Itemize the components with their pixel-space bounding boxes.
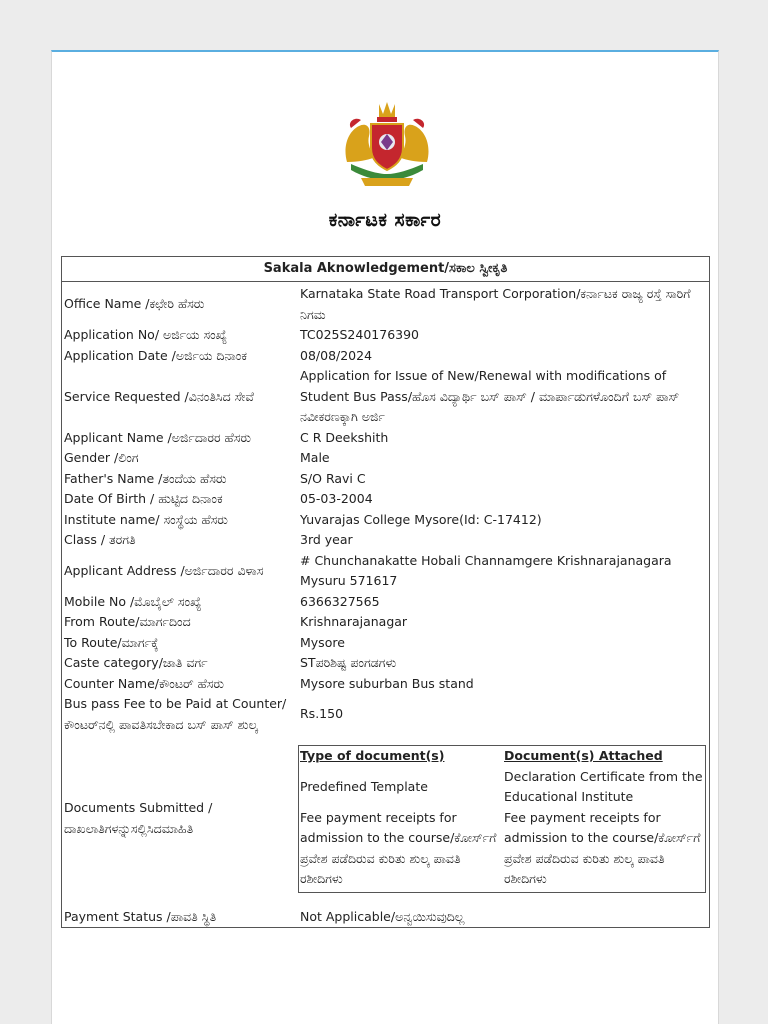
documents-header-attached: Document(s) Attached bbox=[504, 748, 663, 763]
field-value: Male bbox=[300, 450, 330, 465]
document-type-text: Predefined Template bbox=[300, 778, 428, 794]
field-value: STಪರಿಶಿಷ್ಟ ಪಂಗಡಗಳು bbox=[300, 655, 397, 670]
field-value: Application for Issue of New/Renewal with modifications of Student Bus Pass/ಹೊಸ ವಿದ್ಯಾರ್ಥಿ ಬಸ್ ಪಾಸ್ / ಮಾರ್ಪಾಡುಗಳೊಂದಿಗೆ ಬಸ್ ಪಾಸ್ ನವೀಕರಣಕ್ಕಾಗಿ ಅರ್ಜಿ bbox=[300, 368, 680, 424]
field-row-institute-name bbox=[62, 510, 709, 531]
field-value: 08/08/2024 bbox=[300, 347, 373, 363]
field-row-payment-status bbox=[62, 893, 709, 928]
documents-table bbox=[298, 745, 706, 893]
field-label: Father's Name /ತಂದೆಯ ಹೆಸರು bbox=[64, 470, 227, 486]
field-row-applicant-name bbox=[62, 428, 709, 449]
field-row-from-route bbox=[62, 612, 709, 633]
field-value: 6366327565 bbox=[300, 593, 380, 609]
field-value: TC025S240176390 bbox=[300, 327, 420, 342]
acknowledgement-title: Sakala Aknowledgement/ಸಕಾಲ ಸ್ವೀಕೃತಿ bbox=[62, 257, 709, 282]
field-value: Not Applicable/ಅನ್ವಯಿಸುವುದಿಲ್ಲ bbox=[300, 908, 465, 924]
field-value: Rs.150 bbox=[300, 706, 344, 722]
field-label: Bus pass Fee to be Paid at Counter/ ಕೌಂಟರ್‌ನಲ್ಲಿ ಪಾವತಿಸಬೇಕಾದ ಬಸ್ ಪಾಸ್ ಶುಲ್ಕ bbox=[64, 696, 287, 732]
karnataka-emblem-icon bbox=[337, 100, 437, 188]
field-label: From Route/ಮಾರ್ಗದಿಂದ bbox=[64, 614, 191, 629]
field-row-class bbox=[62, 530, 709, 551]
government-title: ಕರ್ನಾಟಕ ಸರ್ಕಾರ bbox=[328, 209, 442, 231]
document-attached-cell: Fee payment receipts for admission to the course/ಕೋರ್ಸ್‌ಗೆ ಪ್ರವೇಶ ಪಡೆದಿರುವ ಕುರಿತು ಶುಲ್ಕ ಪಾವತಿ ರಶೀದಿಗಳು bbox=[504, 809, 701, 886]
field-label: To Route/ಮಾರ್ಗಕ್ಕೆ bbox=[64, 634, 159, 650]
field-row-service-requested bbox=[62, 366, 709, 428]
field-value: Mysore bbox=[300, 634, 345, 650]
acknowledgement-table bbox=[61, 256, 710, 928]
field-label: Institute name/ ಸಂಸ್ಥೆಯ ಹೆಸರು bbox=[64, 511, 228, 527]
field-label: Applicant Address /ಅರ್ಜಿದಾರರ ವಿಳಾಸ bbox=[64, 562, 264, 578]
field-row-bus-pass-fee bbox=[62, 694, 709, 735]
field-value: C R Deekshith bbox=[300, 429, 389, 445]
documents-header-type: Type of document(s) bbox=[300, 748, 445, 763]
field-label: Class / ತರಗತಿ bbox=[64, 532, 136, 547]
field-row-caste-category bbox=[62, 653, 709, 674]
field-row-application-no bbox=[62, 325, 709, 346]
document-attached-cell: Declaration Certificate from the Educational Institute bbox=[504, 768, 703, 804]
field-row-fathers-name bbox=[62, 469, 709, 490]
field-label: Mobile No /ಮೊಬೈಲ್ ಸಂಖ್ಯೆ bbox=[64, 593, 202, 609]
field-label: Counter Name/ಕೌಂಟರ್ ಹೆಸರು bbox=[64, 675, 225, 691]
field-row-office-name bbox=[62, 284, 709, 325]
field-row-gender bbox=[62, 448, 709, 469]
field-label: Payment Status /ಪಾವತಿ ಸ್ಥಿತಿ bbox=[64, 908, 217, 924]
field-row-to-route bbox=[62, 633, 709, 654]
field-value: S/O Ravi C bbox=[300, 470, 366, 486]
field-value: Yuvarajas College Mysore(Id: C-17412) bbox=[300, 511, 542, 527]
documents-label: Documents Submitted / ದಾಖಲಾತಿಗಳನ್ನುಸಲ್ಲಿಸಿದಮಾಹಿತಿ bbox=[64, 800, 213, 836]
field-label: Caste category/ಜಾತಿ ವರ್ಗ bbox=[64, 655, 208, 670]
field-label: Date Of Birth / ಹುಟ್ಟಿದ ದಿನಾಂಕ bbox=[64, 491, 223, 506]
field-label: Applicant Name /ಅರ್ಜಿದಾರರ ಹೆಸರು bbox=[64, 429, 251, 445]
field-value: 05-03-2004 bbox=[300, 491, 373, 506]
field-row-counter-name bbox=[62, 674, 709, 695]
field-value: 3rd year bbox=[300, 532, 353, 547]
documents-submitted-row bbox=[62, 735, 709, 893]
document-type-cell bbox=[299, 767, 503, 808]
field-row-date-of-birth bbox=[62, 489, 709, 510]
field-label: Gender /ಲಿಂಗ bbox=[64, 450, 139, 465]
field-label: Service Requested /ವಿನಂತಿಸಿದ ಸೇವೆ bbox=[64, 388, 254, 404]
field-value: Mysore suburban Bus stand bbox=[300, 675, 474, 691]
field-row-application-date bbox=[62, 346, 709, 367]
field-label: Application Date /ಅರ್ಜಿಯ ದಿನಾಂಕ bbox=[64, 347, 247, 363]
field-value: Krishnarajanagar bbox=[300, 614, 408, 629]
field-value: Karnataka State Road Transport Corporation/ಕರ್ನಾಟಕ ರಾಜ್ಯ ರಸ್ತೆ ಸಾರಿಗೆ ನಿಗಮ bbox=[300, 286, 691, 322]
field-label: Application No/ ಅರ್ಜಿಯ ಸಂಖ್ಯೆ bbox=[64, 327, 227, 342]
document-page bbox=[51, 50, 719, 1024]
field-label: Office Name /ಕಛೇರಿ ಹೆಸರು bbox=[64, 296, 205, 312]
field-row-applicant-address bbox=[62, 551, 709, 592]
field-value: # Chunchanakatte Hobali Channamgere Krishnarajanagara Mysuru 571617 bbox=[300, 552, 672, 588]
field-row-mobile-no bbox=[62, 592, 709, 613]
document-type-cell: Fee payment receipts for admission to the course/ಕೋರ್ಸ್‌ಗೆ ಪ್ರವೇಶ ಪಡೆದಿರುವ ಕುರಿತು ಶುಲ್ಕ ಪಾವತಿ ರಶೀದಿಗಳು bbox=[300, 809, 497, 886]
